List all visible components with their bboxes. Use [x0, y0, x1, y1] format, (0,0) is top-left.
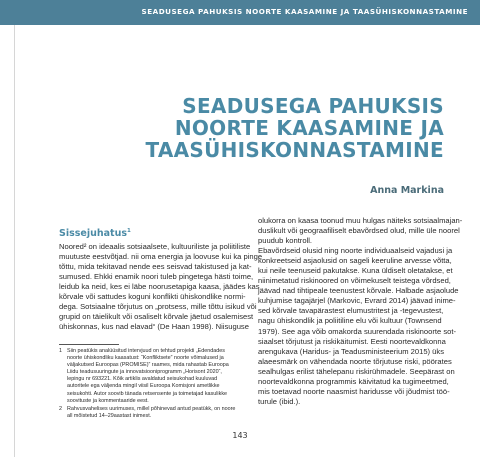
body-line: kõrvale või sattudes koguni konflikti ühiskondlike normi- [59, 292, 246, 302]
body-line: kui neile teenuseid pakutakse. Kuna üldiselt oletatakse, et [258, 266, 453, 276]
body-line: niinimetatud riskinoored on võimekuselt teistega võrdsed, [258, 276, 451, 286]
body-line: mis toetavad noorte naasmist haridusse või jõudmist töö- [258, 386, 450, 396]
section-heading-text: Sissejuhatus [59, 228, 128, 239]
body-column-left [59, 242, 263, 332]
body-line: jäävad nad tihtipeale teenustest kõrvale. Halbade asjaolude [258, 286, 459, 296]
footnote-number: 2 [59, 405, 62, 412]
body-line: arengukava (Haridus- ja Teadusministeerium 2015) üks [258, 346, 444, 356]
body-line: sealhulgas erilist tähelepanu riskirühmadele. Seepärast on [258, 366, 455, 376]
body-line: ühiskonnas, kus nad elavad“ (De Haan 1998). Niisuguse [59, 322, 249, 332]
body-line: kuhjumise tagajärjel (Markovic, Evrard 2014) jäävad inime- [258, 296, 456, 306]
body-line: sed kõrvale tavapärastest elumustritest ja -tegevustest, [258, 306, 444, 316]
article-title-line: TAASÜHISKONNASTAMINE [145, 138, 444, 162]
body-line: siaalset tõrjutust ja riskikäitumist. Eesti noortevaldkonna [258, 336, 446, 346]
footnote-line: soovituste ja kommentaaride eest. [67, 397, 149, 404]
body-line: Noored² on ideaalis sotsiaalsete, kultuuriliste ja poliitiliste [59, 242, 251, 251]
body-line: sumused. Ehkki enamik noori tuleb pingetega hästi toime, [59, 272, 254, 282]
footnote-number: 1 [59, 348, 62, 354]
margin-rule [14, 25, 15, 457]
body-line: nagu ühiskondlik ja poliitiline elu või kultuur (Townsend [258, 316, 442, 326]
footnote-line: seisukohti. Autor soovib tänada retsensente ja toimetajad kasulikke [67, 390, 228, 397]
footnote-line: väljakutsed Euroopas (PROMISE)” raames, mida rahastab Euroopa [67, 362, 229, 369]
footnote-line: Liidu teadusuuringute ja innovatsiooniprogramm „Horisont 2020“, [67, 369, 222, 376]
body-line: konkreetseid asjaolusid on sageli keeruline arvesse võtta, [258, 256, 452, 266]
footnote [59, 406, 251, 420]
body-line: dega. Sotsiaalne tõrjutus on „protsess, mille tõttu isikud või [59, 302, 257, 312]
article-title-line: NOORTE KAASAMINE JA [174, 116, 444, 140]
article-title [64, 95, 444, 161]
running-header-bar [0, 0, 480, 25]
section-heading [59, 228, 131, 239]
body-line: grupid on täielikult või osaliselt kõrvale jäetud osalemisest [59, 312, 254, 322]
footnote-line: Rahvusvahelises uurimuses, millel põhinevad antud peatükk, on noore [67, 405, 236, 412]
body-line: tõttu, mida tekitavad nende ees seisvad takistused ja kat- [59, 262, 252, 272]
footnotes [59, 348, 251, 421]
footnote-line: lepingu nr 693221. Kõik artiklis avaldatud seisukohad kuuluvad [67, 376, 218, 383]
article-title-line: SEADUSEGA PAHUKSIS [182, 94, 444, 118]
footnote [59, 348, 251, 405]
body-line: 1979). See aga võib omakorda suurendada riskinoorte sot- [258, 326, 456, 336]
body-line: turule (ibid.). [258, 396, 301, 406]
body-line: puudub kontroll. [258, 236, 313, 246]
body-line: muutuste eestvõtjad. nii oma energia ja loovuse kui ka pinge [59, 252, 263, 262]
body-line: olukorra on kaasa toonud muu hulgas näiteks sotsiaalmajan- [258, 216, 463, 225]
body-line: duslikult või geograafiliselt ebavõrdsed olud, mille üle noorel [258, 226, 460, 236]
body-column-right [258, 216, 463, 407]
footnote-line: Siin peatükis analüüsitud intervjuud on tehtud projekti „Edendades [67, 348, 225, 354]
body-line: Ebavõrdseid olusid ning noorte individuaalseid vajadusi ja [258, 246, 453, 256]
body-line: leidub ka neid, kes ei läbe noorusetapiga kaasa, jäädes kas [59, 282, 260, 292]
section-heading-footnote-ref: 1 [127, 228, 131, 234]
running-header-title: SEADUSEGA PAHUKSIS NOORTE KAASAMINE JA TAASÜHISKONNASTAMINE [141, 7, 468, 16]
footnote-divider [59, 344, 119, 345]
footnote-line: noorte ühiskondliku kaasatust: “Konfliktsete” noorte võimalused ja [67, 355, 224, 362]
footnote-line: all mõistetud 14–29aastast inimest. [67, 412, 152, 419]
author-name: Anna Markina [370, 185, 444, 196]
page-number: 143 [232, 431, 248, 440]
body-line: alaeesmärk on vähendada noorte tõrjutuse riski, pöörates [258, 356, 452, 366]
footnote-line: autoritele ega väljenda mingil viisil Euroopa Komisjoni ametlikke [67, 383, 220, 390]
body-line: noortevaldkonna programmis käivitatud ka tugimeetmed, [258, 376, 449, 386]
